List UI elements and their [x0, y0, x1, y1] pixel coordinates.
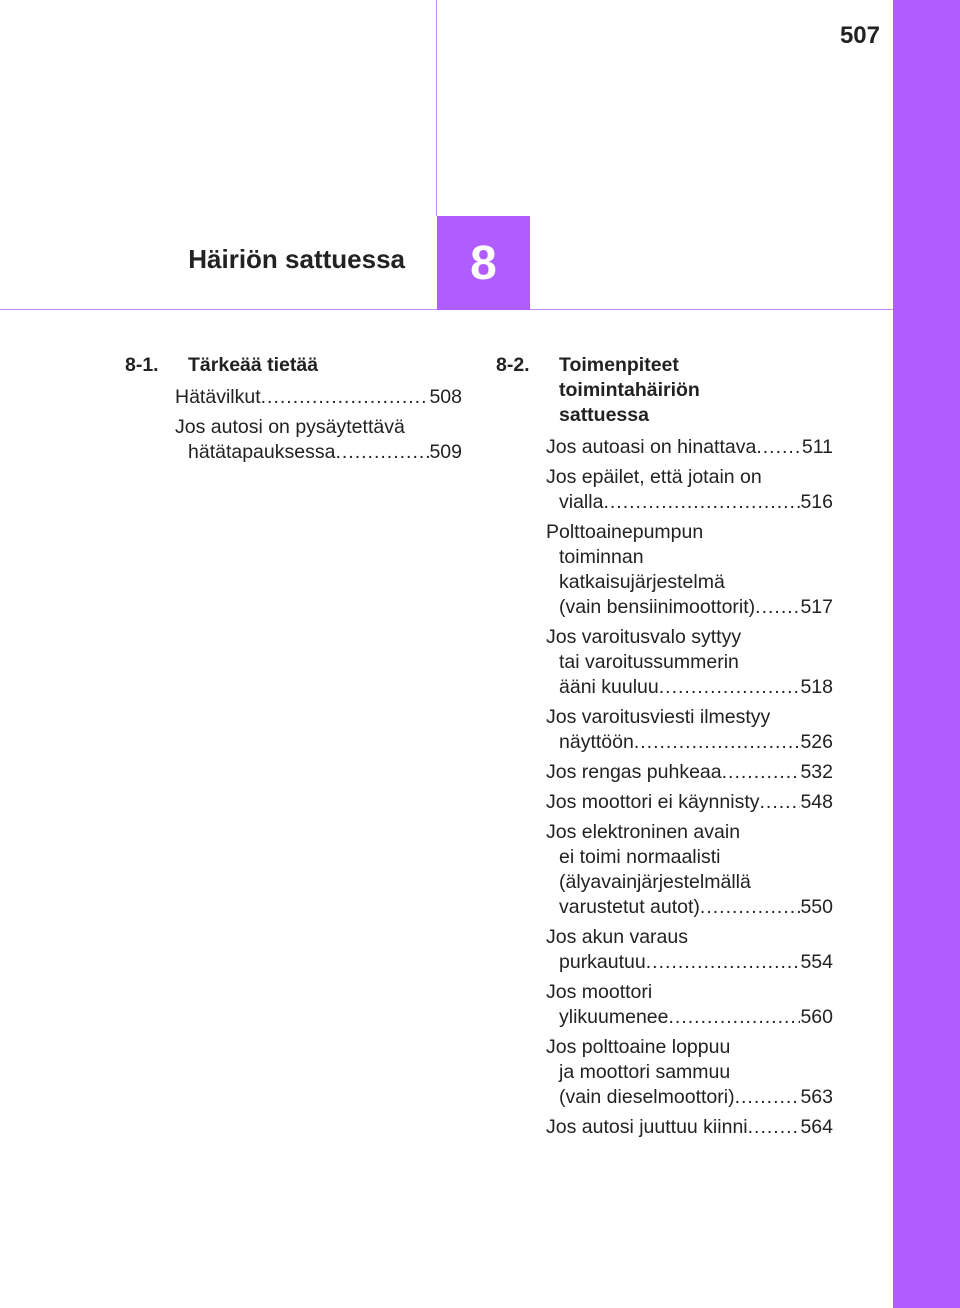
toc-entry-last-line — [546, 730, 833, 755]
toc-page-number[interactable]: 532 — [800, 761, 833, 783]
toc-entry-text: varustetut autot) — [559, 896, 700, 918]
toc-entry-text: Jos autoasi on hinattava — [546, 436, 757, 458]
dot-leader — [668, 1005, 800, 1030]
toc-entry[interactable] — [546, 435, 833, 460]
dot-leader — [755, 595, 800, 620]
toc-entry[interactable] — [175, 415, 462, 465]
toc-page-number[interactable]: 509 — [429, 441, 462, 463]
toc-page-number[interactable]: 554 — [800, 951, 833, 973]
toc-entry-last-line — [546, 790, 833, 815]
section-number: 8-2. — [496, 354, 530, 376]
toc-column-left — [125, 353, 462, 465]
toc-entry-text: Hätävilkut — [175, 386, 261, 408]
toc-page-number[interactable]: 560 — [800, 1006, 833, 1028]
toc-entry[interactable] — [546, 1035, 833, 1110]
toc-page-number[interactable]: 526 — [800, 731, 833, 753]
toc-entry-line: katkaisujärjestelmä — [559, 571, 725, 593]
toc-entry[interactable] — [546, 465, 833, 515]
toc-entry-text: hätätapauksessa — [188, 441, 336, 463]
toc-entry-text: ylikuumenee — [559, 1006, 669, 1028]
chapter-number: 8 — [470, 236, 497, 290]
toc-entry-line: Jos elektroninen avain — [546, 821, 741, 843]
toc-entry-text: näyttöön — [559, 731, 634, 753]
toc-entry-text: purkautuu — [559, 951, 646, 973]
toc-page-number[interactable]: 511 — [801, 436, 833, 458]
toc-entry-last-line — [546, 1085, 833, 1110]
toc-page-number[interactable]: 508 — [429, 386, 462, 408]
dot-leader — [722, 760, 801, 785]
dot-leader — [261, 385, 430, 410]
toc-entry[interactable] — [546, 1115, 833, 1140]
section-heading — [496, 353, 833, 428]
section-title-line: toimintahäiriön — [559, 379, 700, 401]
toc-entry-last-line — [546, 1005, 833, 1030]
toc-entry-line: Jos polttoaine loppuu — [546, 1036, 731, 1058]
toc-entry[interactable] — [546, 980, 833, 1030]
toc-entry-last-line — [175, 385, 462, 410]
toc-entry-text: Jos autosi juuttuu kiinni — [546, 1116, 748, 1138]
toc-entry-text: (vain bensiinimoottorit) — [559, 596, 756, 618]
header-divider-vertical — [436, 0, 437, 216]
dot-leader — [603, 490, 800, 515]
toc-entry[interactable] — [546, 820, 833, 920]
toc-entry-line: Jos varoitusviesti ilmestyy — [546, 706, 771, 728]
toc-entry[interactable] — [175, 385, 462, 410]
toc-entry-last-line — [546, 950, 833, 975]
toc-entry-line: Jos akun varaus — [546, 926, 688, 948]
toc-entry-line: ja moottori sammuu — [559, 1061, 731, 1083]
section-title-line: sattuessa — [559, 404, 649, 426]
toc-entry-text: ääni kuuluu — [559, 676, 659, 698]
toc-page-number[interactable]: 518 — [800, 676, 833, 698]
toc-entry[interactable] — [546, 925, 833, 975]
toc-entry-last-line — [546, 760, 833, 785]
dot-leader — [760, 790, 801, 815]
dot-leader — [735, 1085, 801, 1110]
toc-entry-line: toiminnan — [559, 546, 644, 568]
toc-entry-last-line — [546, 1115, 833, 1140]
dot-leader — [700, 895, 801, 920]
chapter-side-tab — [893, 0, 960, 1308]
toc-page-number[interactable]: 517 — [800, 596, 833, 618]
toc-entry-line: Jos varoitusvalo syttyy — [546, 626, 742, 648]
section-heading — [125, 353, 462, 378]
toc-entry[interactable] — [546, 760, 833, 785]
toc-page-number[interactable]: 563 — [800, 1086, 833, 1108]
toc-entry-line: ei toimi normaalisti — [559, 846, 721, 868]
dot-leader — [646, 950, 801, 975]
toc-column-right — [496, 353, 833, 1140]
chapter-number-box — [437, 216, 530, 310]
section-title-line: Toimenpiteet — [559, 354, 679, 376]
toc-page-number[interactable]: 564 — [800, 1116, 833, 1138]
toc-entry-text: vialla — [559, 491, 604, 513]
toc-entry-last-line — [546, 595, 833, 620]
toc-entry-line: Jos moottori — [546, 981, 653, 1003]
toc-entry[interactable] — [546, 625, 833, 700]
toc-entry-text: (vain dieselmoottori) — [559, 1086, 735, 1108]
toc-entry-line: Polttoainepumpun — [546, 521, 704, 543]
page-number: 507 — [839, 22, 880, 49]
toc-entry-last-line — [546, 490, 833, 515]
toc-entry-last-line — [546, 675, 833, 700]
toc-entry-text: Jos rengas puhkeaa — [546, 761, 722, 783]
toc-entry[interactable] — [546, 705, 833, 755]
toc-entry-line: Jos autosi on pysäytettävä — [175, 416, 405, 438]
toc-entry-line: (älyavainjärjestelmällä — [559, 871, 751, 893]
toc-page-number[interactable]: 550 — [800, 896, 833, 918]
toc-page-number[interactable]: 516 — [800, 491, 833, 513]
toc-page-number[interactable]: 548 — [800, 791, 833, 813]
dot-leader — [335, 440, 429, 465]
dot-leader — [659, 675, 801, 700]
toc-entry-last-line — [546, 895, 833, 920]
toc-entry-last-line — [546, 435, 833, 460]
toc-entry-line: tai varoitussummerin — [559, 651, 739, 673]
dot-leader — [748, 1115, 801, 1140]
dot-leader — [634, 730, 801, 755]
toc-entry[interactable] — [546, 520, 833, 620]
toc-entry[interactable] — [546, 790, 833, 815]
toc-entry-line: Jos epäilet, että jotain on — [546, 466, 762, 488]
section-title-line: Tärkeää tietää — [188, 354, 319, 376]
chapter-title: Häiriön sattuessa — [188, 244, 405, 274]
toc-entry-text: Jos moottori ei käynnisty — [546, 791, 760, 813]
dot-leader — [756, 435, 802, 460]
section-number: 8-1. — [125, 354, 159, 376]
toc-entry-last-line — [175, 440, 462, 465]
